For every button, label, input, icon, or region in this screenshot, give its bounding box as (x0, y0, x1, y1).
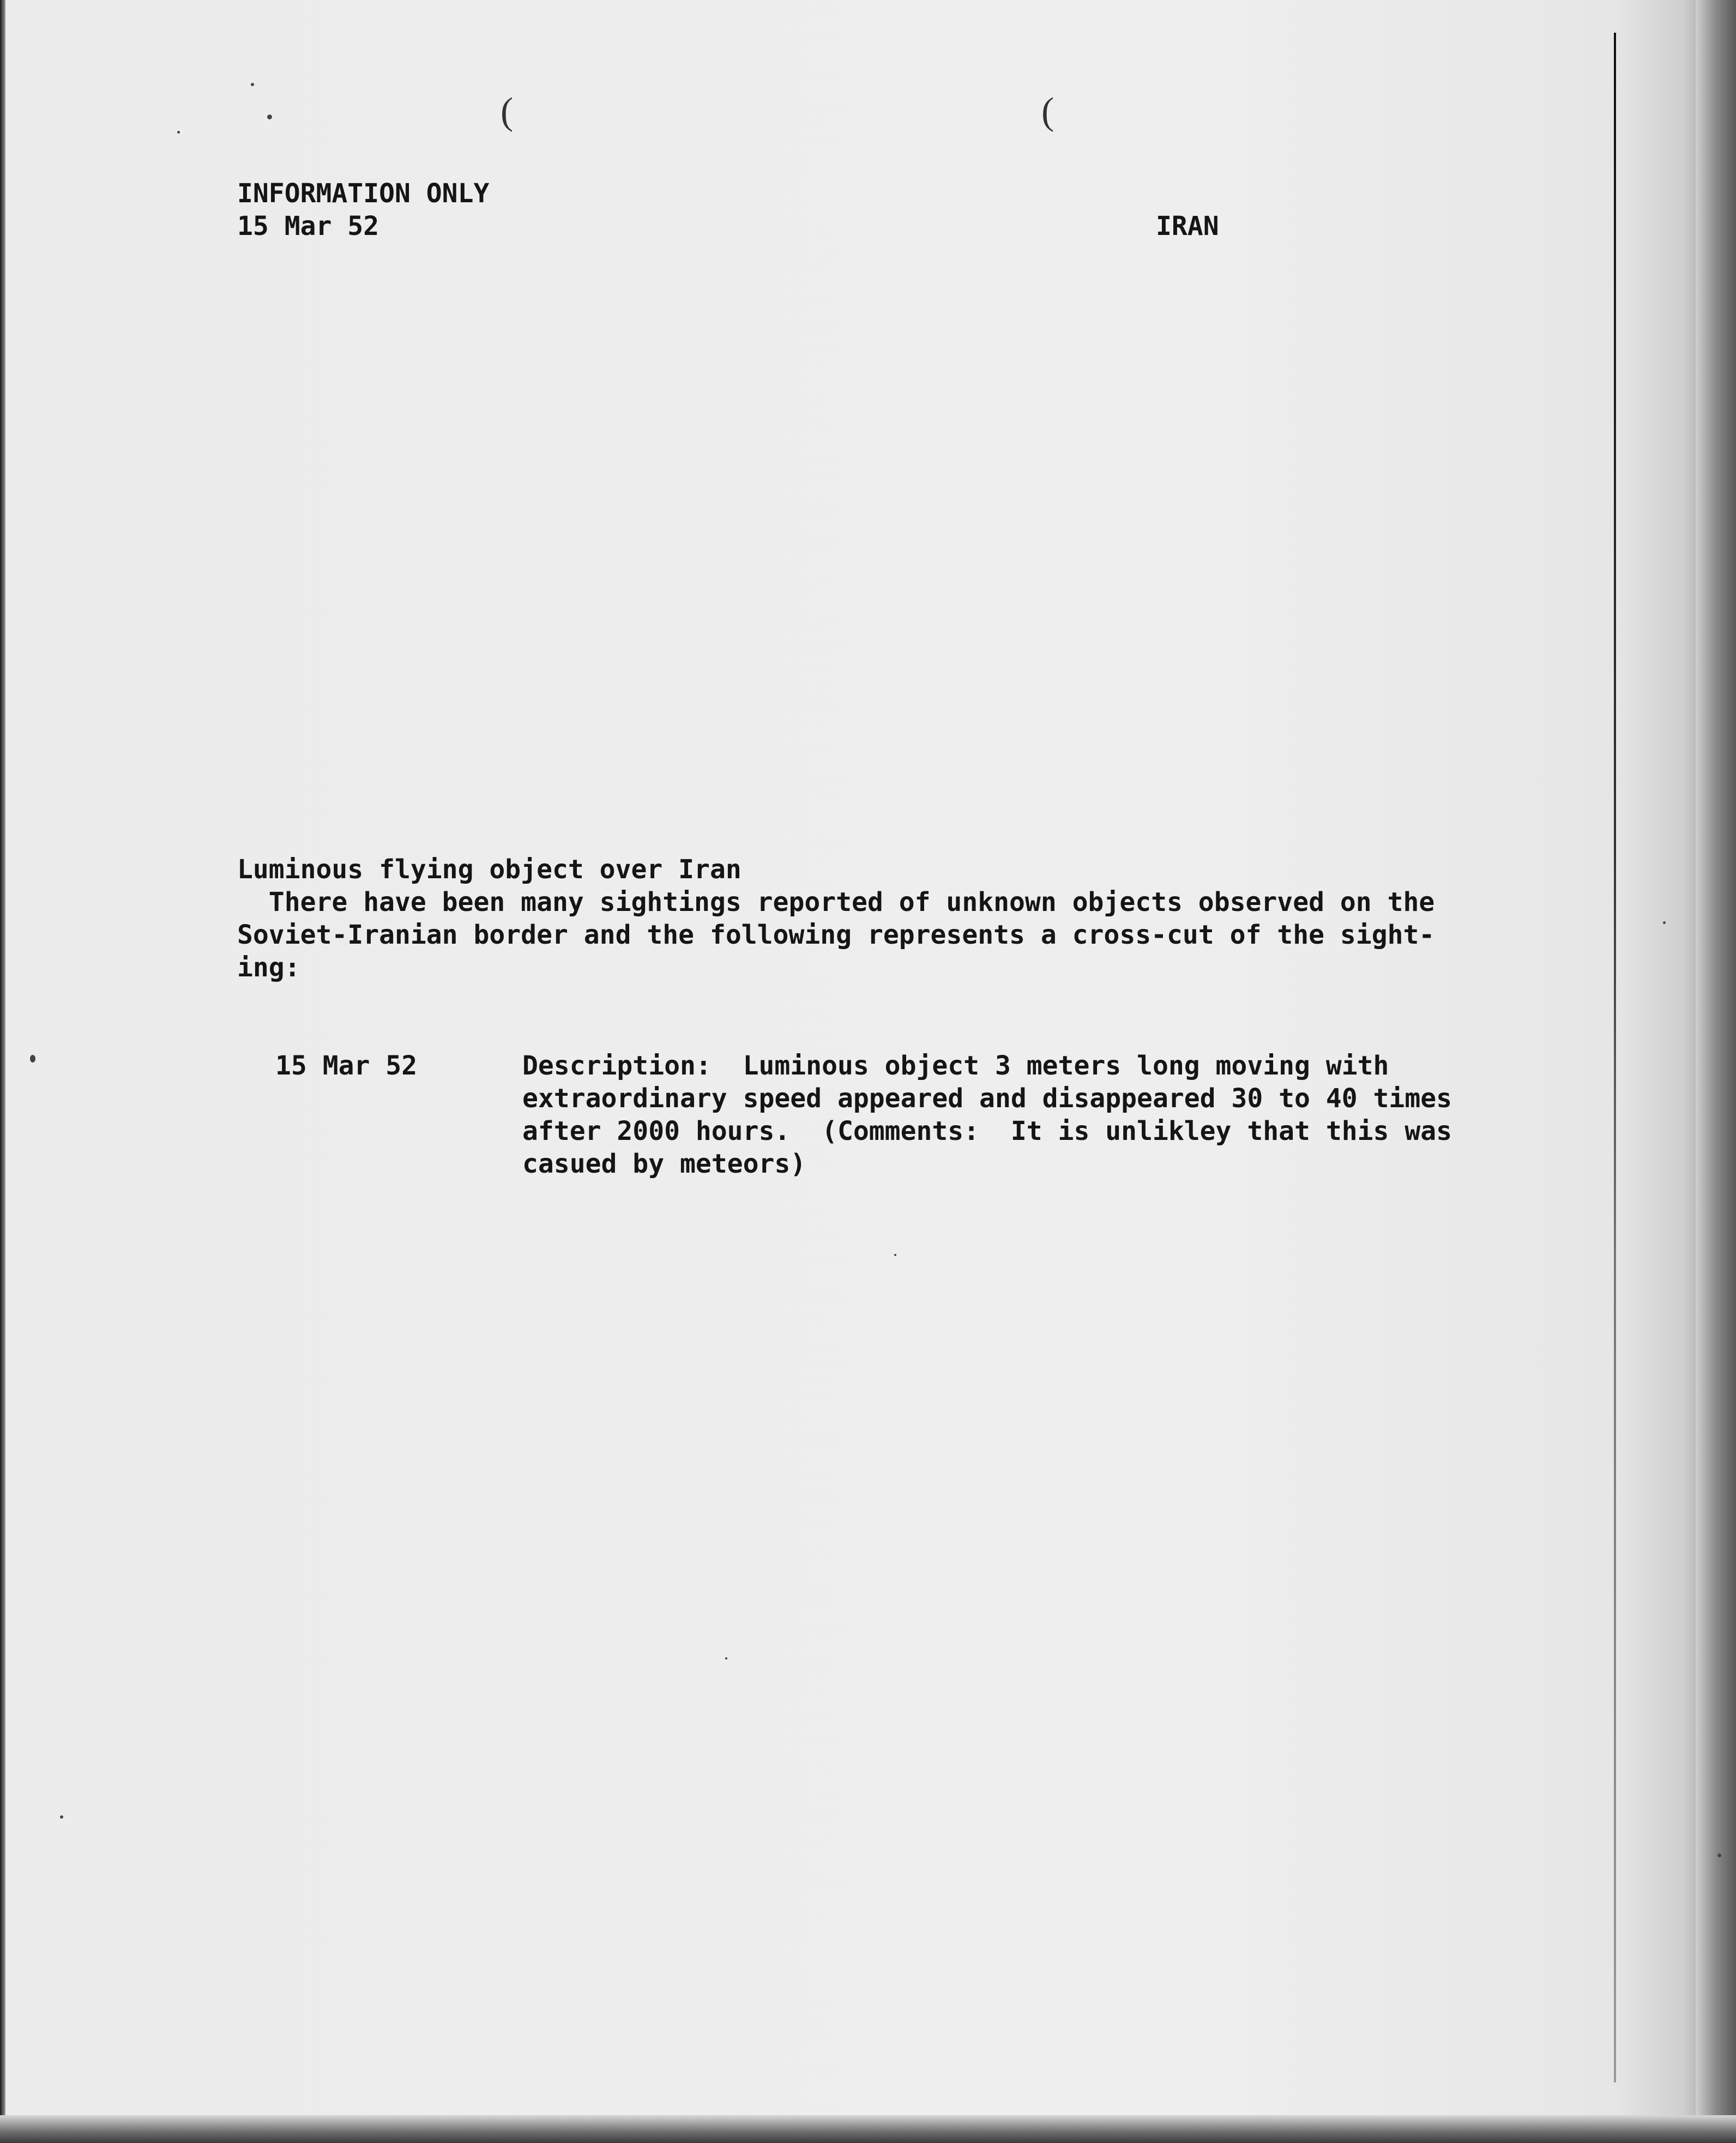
speck (894, 1254, 896, 1256)
scan-edge-left (0, 0, 5, 2143)
scan-edge-right-line (1614, 33, 1616, 2082)
intro-line: Soviet-Iranian border and the following represents a cross-cut of the sight- (237, 920, 1435, 950)
speck (725, 1657, 727, 1659)
header-date: 15 Mar 52 (237, 211, 379, 242)
intro-line: ing: (237, 952, 300, 983)
entry-date: 15 Mar 52 (275, 1051, 418, 1081)
speck (267, 114, 272, 119)
punch-hole-mark-right: ( (1041, 90, 1054, 132)
speck (177, 131, 180, 134)
speck (251, 83, 254, 86)
entry-line: after 2000 hours. (Comments: It is unlikley that this was (522, 1116, 1452, 1146)
speck (1663, 921, 1666, 924)
punch-hole-mark-left: ( (501, 90, 514, 132)
scan-edge-right (1696, 0, 1736, 2143)
classification-label: INFORMATION ONLY (237, 178, 490, 209)
speck (60, 1815, 63, 1819)
scan-edge-bottom (0, 2115, 1736, 2143)
report-title: Luminous flying object over Iran (237, 854, 742, 885)
speck (1717, 1854, 1721, 1857)
country-heading: IRAN (1156, 211, 1219, 242)
intro-line: There have been many sightings reported of unknown objects observed on the (237, 887, 1435, 917)
entry-line: Description: Luminous object 3 meters long moving with (522, 1051, 1389, 1081)
entry-line: extraordinary speed appeared and disappeared 30 to 40 times (522, 1083, 1452, 1114)
entry-line: casued by meteors) (522, 1149, 806, 1179)
speck (30, 1055, 35, 1063)
